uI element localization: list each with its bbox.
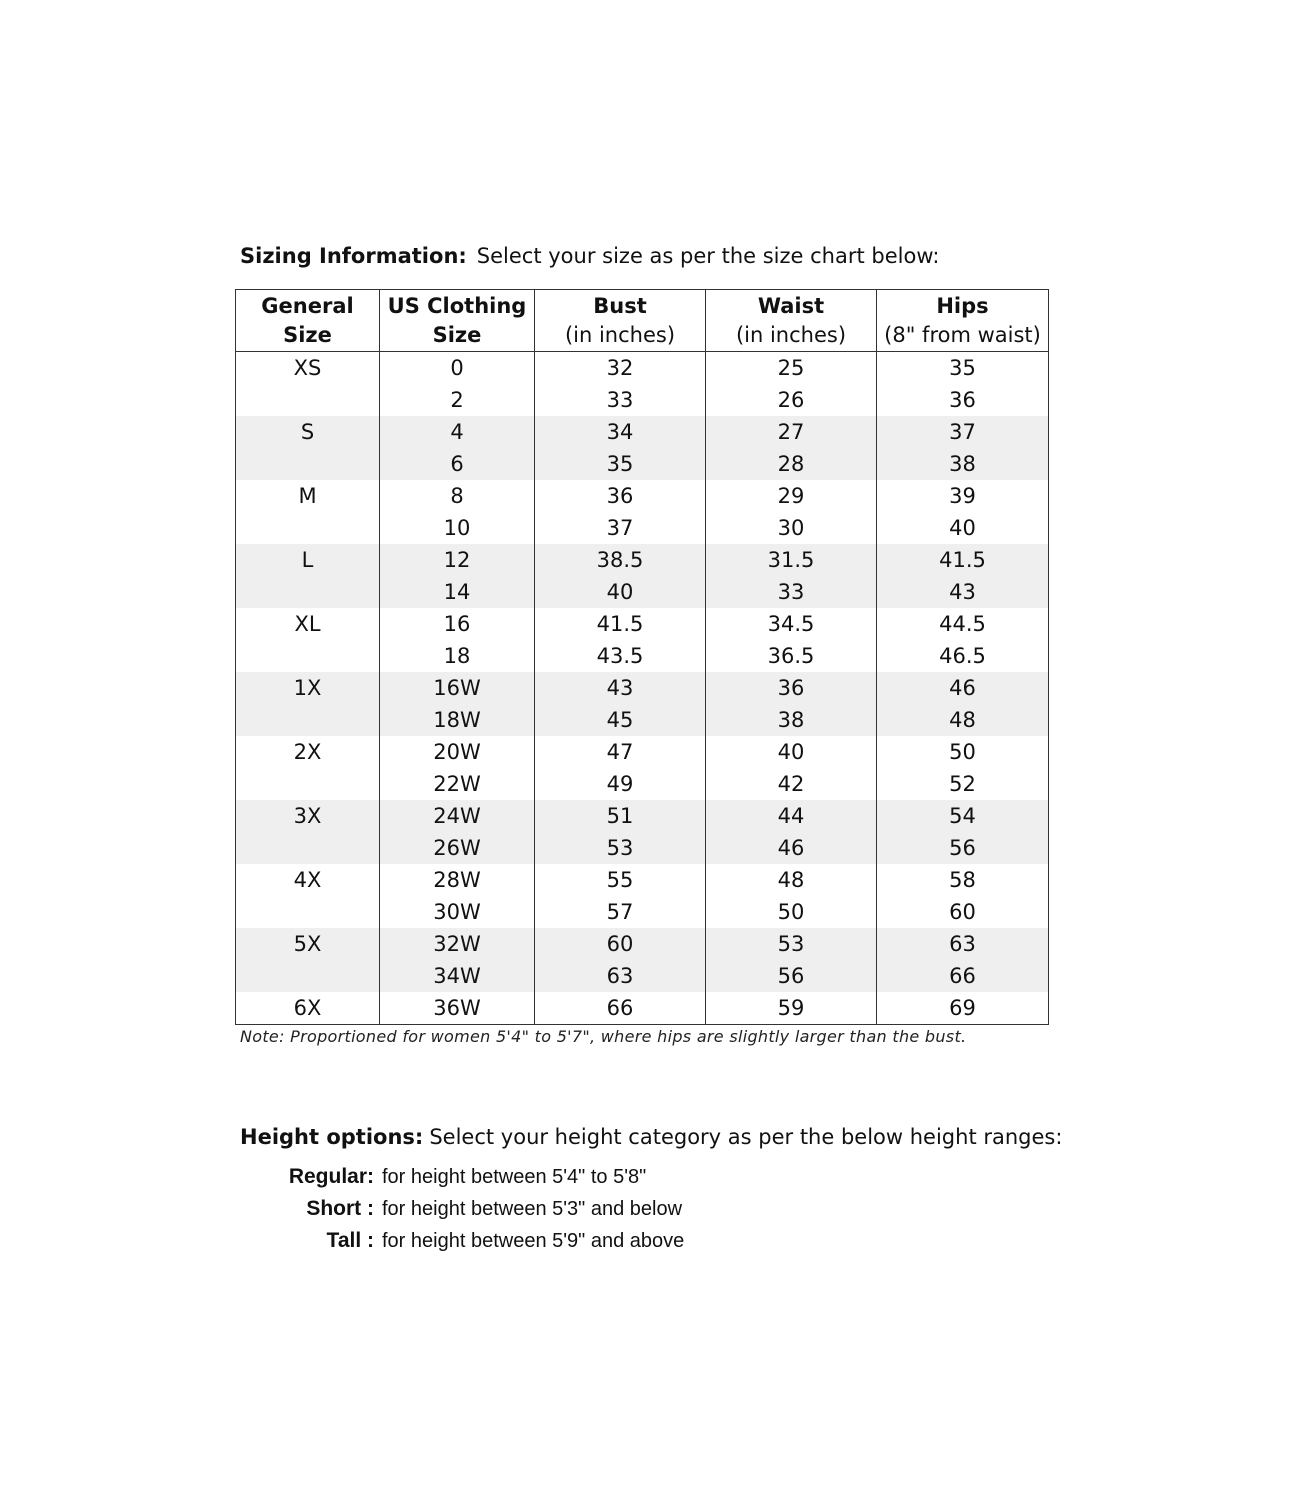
- general-size-cell: 5X: [236, 928, 380, 992]
- hips-cell: 54: [877, 800, 1049, 832]
- waist-cell: 48: [706, 864, 877, 896]
- height-option-label: Regular:: [288, 1165, 374, 1188]
- hips-cell: 58: [877, 864, 1049, 896]
- bust-cell: 40: [535, 576, 706, 608]
- hips-cell: 60: [877, 896, 1049, 928]
- bust-cell: 37: [535, 512, 706, 544]
- general-size-cell: S: [236, 416, 380, 480]
- bust-cell: 47: [535, 736, 706, 768]
- bust-cell: 33: [535, 384, 706, 416]
- waist-cell: 36.5: [706, 640, 877, 672]
- hips-cell: 63: [877, 928, 1049, 960]
- table-row: [236, 736, 1049, 768]
- bust-cell: 63: [535, 960, 706, 992]
- us-size-cell: 28W: [380, 864, 535, 896]
- general-size-cell: 6X: [236, 992, 380, 1025]
- hips-cell: 41.5: [877, 544, 1049, 576]
- waist-cell: 27: [706, 416, 877, 448]
- bust-cell: 35: [535, 448, 706, 480]
- general-size-cell: M: [236, 480, 380, 544]
- waist-cell: 38: [706, 704, 877, 736]
- hips-cell: 36: [877, 384, 1049, 416]
- us-size-cell: 20W: [380, 736, 535, 768]
- bust-cell: 57: [535, 896, 706, 928]
- hips-cell: 43: [877, 576, 1049, 608]
- hips-cell: 56: [877, 832, 1049, 864]
- hips-cell: 39: [877, 480, 1049, 512]
- hips-cell: 44.5: [877, 608, 1049, 640]
- size-chart-table: [235, 289, 1049, 1025]
- hips-cell: 66: [877, 960, 1049, 992]
- sizing-heading: [240, 241, 939, 271]
- height-option-desc: for height between 5'4" to 5'8": [382, 1166, 647, 1188]
- header-hips: Hips (8" from waist): [877, 290, 1049, 352]
- general-size-cell: 3X: [236, 800, 380, 864]
- sizing-heading-text: Select your size as per the size chart below:: [476, 244, 940, 268]
- us-size-cell: 26W: [380, 832, 535, 864]
- us-size-cell: 22W: [380, 768, 535, 800]
- hips-cell: 52: [877, 768, 1049, 800]
- general-size-cell: 2X: [236, 736, 380, 800]
- header-waist: Waist (in inches): [706, 290, 877, 352]
- us-size-cell: 2: [380, 384, 535, 416]
- bust-cell: 36: [535, 480, 706, 512]
- us-size-cell: 0: [380, 352, 535, 385]
- bust-cell: 49: [535, 768, 706, 800]
- us-size-cell: 32W: [380, 928, 535, 960]
- height-heading-text: Select your height category as per the below height ranges:: [429, 1125, 1063, 1149]
- table-row: [236, 480, 1049, 512]
- header-us-clothing-size: US Clothing Size: [380, 290, 535, 352]
- us-size-cell: 6: [380, 448, 535, 480]
- bust-cell: 32: [535, 352, 706, 385]
- hips-cell: 50: [877, 736, 1049, 768]
- general-size-cell: 1X: [236, 672, 380, 736]
- table-row: [236, 672, 1049, 704]
- height-option-label: Short :: [306, 1197, 374, 1220]
- waist-cell: 40: [706, 736, 877, 768]
- us-size-cell: 34W: [380, 960, 535, 992]
- hips-cell: 38: [877, 448, 1049, 480]
- waist-cell: 26: [706, 384, 877, 416]
- sizing-heading-label: Sizing Information:: [240, 244, 467, 268]
- waist-cell: 36: [706, 672, 877, 704]
- waist-cell: 50: [706, 896, 877, 928]
- hips-cell: 37: [877, 416, 1049, 448]
- general-size-cell: 4X: [236, 864, 380, 928]
- bust-cell: 41.5: [535, 608, 706, 640]
- table-row: [236, 608, 1049, 640]
- height-option-regular: [238, 1162, 646, 1193]
- waist-cell: 29: [706, 480, 877, 512]
- us-size-cell: 16W: [380, 672, 535, 704]
- bust-cell: 38.5: [535, 544, 706, 576]
- bust-cell: 55: [535, 864, 706, 896]
- table-header-row: [236, 290, 1049, 352]
- waist-cell: 44: [706, 800, 877, 832]
- us-size-cell: 36W: [380, 992, 535, 1025]
- size-table-body: [236, 352, 1049, 1025]
- general-size-cell: L: [236, 544, 380, 608]
- bust-cell: 43.5: [535, 640, 706, 672]
- header-bust: Bust (in inches): [535, 290, 706, 352]
- bust-cell: 34: [535, 416, 706, 448]
- waist-cell: 31.5: [706, 544, 877, 576]
- bust-cell: 60: [535, 928, 706, 960]
- us-size-cell: 30W: [380, 896, 535, 928]
- hips-cell: 35: [877, 352, 1049, 385]
- height-option-desc: for height between 5'3" and below: [382, 1198, 683, 1220]
- size-note: Note: Proportioned for women 5'4" to 5'7", where hips are slightly larger than the bust.: [240, 1027, 967, 1046]
- general-size-cell: XS: [236, 352, 380, 417]
- table-row: [236, 864, 1049, 896]
- us-size-cell: 18W: [380, 704, 535, 736]
- bust-cell: 45: [535, 704, 706, 736]
- us-size-cell: 4: [380, 416, 535, 448]
- waist-cell: 33: [706, 576, 877, 608]
- us-size-cell: 24W: [380, 800, 535, 832]
- waist-cell: 56: [706, 960, 877, 992]
- waist-cell: 34.5: [706, 608, 877, 640]
- waist-cell: 30: [706, 512, 877, 544]
- height-heading: [240, 1122, 1062, 1152]
- waist-cell: 25: [706, 352, 877, 385]
- table-row: [236, 992, 1049, 1025]
- waist-cell: 53: [706, 928, 877, 960]
- height-option-desc: for height between 5'9" and above: [382, 1230, 685, 1252]
- bust-cell: 53: [535, 832, 706, 864]
- hips-cell: 46.5: [877, 640, 1049, 672]
- waist-cell: 28: [706, 448, 877, 480]
- height-option-short: [238, 1194, 682, 1225]
- us-size-cell: 10: [380, 512, 535, 544]
- us-size-cell: 12: [380, 544, 535, 576]
- general-size-cell: XL: [236, 608, 380, 672]
- table-row: [236, 928, 1049, 960]
- waist-cell: 42: [706, 768, 877, 800]
- bust-cell: 51: [535, 800, 706, 832]
- table-row: [236, 416, 1049, 448]
- table-row: [236, 544, 1049, 576]
- hips-cell: 48: [877, 704, 1049, 736]
- waist-cell: 59: [706, 992, 877, 1025]
- bust-cell: 66: [535, 992, 706, 1025]
- us-size-cell: 16: [380, 608, 535, 640]
- header-general-size: General Size: [236, 290, 380, 352]
- height-option-tall: [238, 1226, 684, 1257]
- bust-cell: 43: [535, 672, 706, 704]
- us-size-cell: 14: [380, 576, 535, 608]
- height-option-label: Tall :: [326, 1229, 374, 1252]
- table-row: [236, 800, 1049, 832]
- hips-cell: 40: [877, 512, 1049, 544]
- us-size-cell: 8: [380, 480, 535, 512]
- hips-cell: 46: [877, 672, 1049, 704]
- height-heading-label: Height options:: [240, 1125, 424, 1149]
- waist-cell: 46: [706, 832, 877, 864]
- table-row: [236, 352, 1049, 385]
- hips-cell: 69: [877, 992, 1049, 1025]
- us-size-cell: 18: [380, 640, 535, 672]
